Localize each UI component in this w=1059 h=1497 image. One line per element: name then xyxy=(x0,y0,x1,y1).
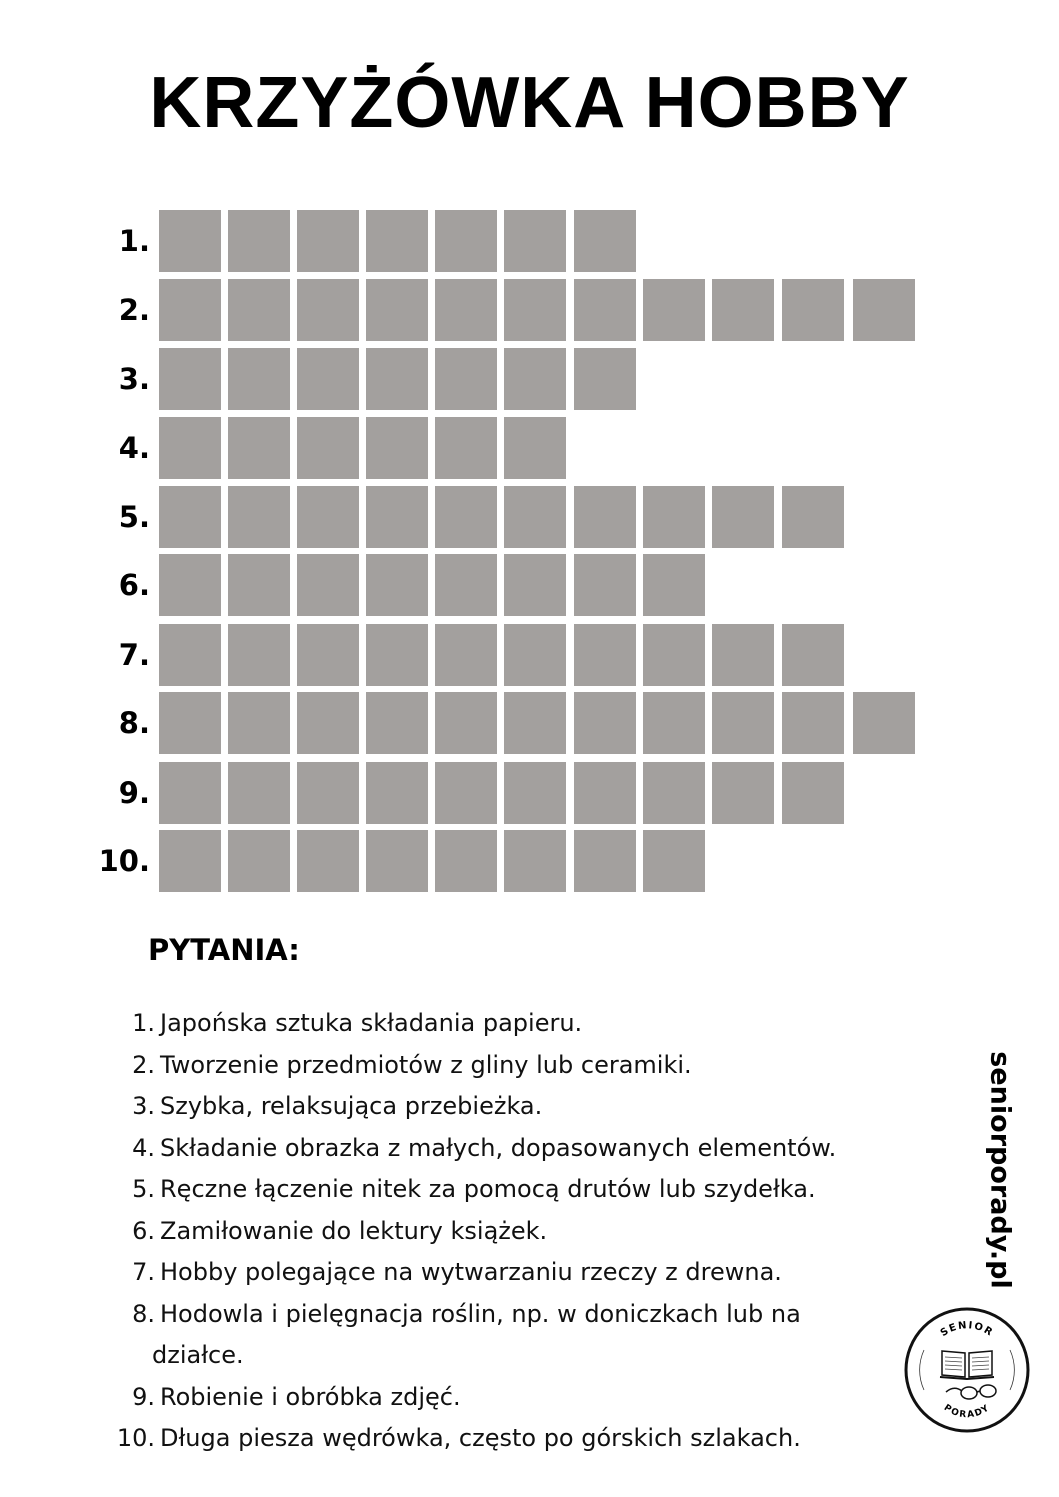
crossword-cell[interactable] xyxy=(435,279,497,341)
crossword-cell[interactable] xyxy=(297,830,359,892)
crossword-cell[interactable] xyxy=(228,279,290,341)
letter-input[interactable] xyxy=(574,486,636,548)
letter-input[interactable] xyxy=(297,692,359,754)
crossword-cell[interactable] xyxy=(712,486,774,548)
row-number: 6. xyxy=(118,568,150,602)
questions-heading: PYTANIA: xyxy=(148,933,300,967)
letter-input[interactable] xyxy=(297,210,359,272)
question-continuation: działce. xyxy=(152,1341,244,1369)
crossword-cell[interactable] xyxy=(435,486,497,548)
letter-input[interactable] xyxy=(228,486,290,548)
letter-input[interactable] xyxy=(574,554,636,616)
letter-input[interactable] xyxy=(782,486,844,548)
crossword-cell[interactable] xyxy=(504,417,566,479)
letter-input[interactable] xyxy=(712,692,774,754)
letter-input[interactable] xyxy=(366,692,428,754)
crossword-cell[interactable] xyxy=(366,486,428,548)
letter-input[interactable] xyxy=(504,830,566,892)
letter-input[interactable] xyxy=(643,830,705,892)
crossword-cell[interactable] xyxy=(574,486,636,548)
crossword-cell[interactable] xyxy=(504,692,566,754)
letter-input[interactable] xyxy=(574,692,636,754)
letter-input[interactable] xyxy=(159,486,221,548)
crossword-cell[interactable] xyxy=(297,762,359,824)
letter-input[interactable] xyxy=(159,210,221,272)
question-item xyxy=(100,1211,980,1253)
letter-input[interactable] xyxy=(297,417,359,479)
website-text: seniorporady.pl xyxy=(984,1051,1016,1289)
row-number: 3. xyxy=(118,362,150,396)
crossword-cell[interactable] xyxy=(504,486,566,548)
question-number: 4. xyxy=(132,1133,155,1162)
letter-input[interactable] xyxy=(782,762,844,824)
crossword-cell[interactable] xyxy=(643,624,705,686)
senior-porady-logo xyxy=(902,1305,1032,1435)
crossword-cell[interactable] xyxy=(366,279,428,341)
crossword-cell[interactable] xyxy=(159,624,221,686)
crossword-cell[interactable] xyxy=(782,624,844,686)
letter-input[interactable] xyxy=(853,279,915,341)
crossword-cell[interactable] xyxy=(643,830,705,892)
letter-input[interactable] xyxy=(435,624,497,686)
letter-input[interactable] xyxy=(504,279,566,341)
crossword-cell[interactable] xyxy=(643,762,705,824)
crossword-cell[interactable] xyxy=(297,279,359,341)
question-number: 3. xyxy=(132,1092,155,1120)
crossword-cell[interactable] xyxy=(574,624,636,686)
crossword-cell[interactable] xyxy=(366,624,428,686)
letter-input[interactable] xyxy=(297,762,359,824)
letter-input[interactable] xyxy=(574,624,636,686)
question-text: Hobby polegające na wytwarzaniu rzeczy z drewna. xyxy=(160,1258,782,1286)
question-number: 9. xyxy=(132,1382,155,1411)
crossword-cell[interactable] xyxy=(228,830,290,892)
letter-input[interactable] xyxy=(435,554,497,616)
letter-input[interactable] xyxy=(643,554,705,616)
crossword-cell[interactable] xyxy=(159,554,221,616)
letter-input[interactable] xyxy=(159,417,221,479)
crossword-cell[interactable] xyxy=(159,417,221,479)
letter-input[interactable] xyxy=(297,279,359,341)
letter-input[interactable] xyxy=(643,624,705,686)
crossword-cell[interactable] xyxy=(712,762,774,824)
letter-input[interactable] xyxy=(366,210,428,272)
letter-input[interactable] xyxy=(297,830,359,892)
letter-input[interactable] xyxy=(643,692,705,754)
crossword-cell[interactable] xyxy=(643,692,705,754)
letter-input[interactable] xyxy=(297,624,359,686)
letter-input[interactable] xyxy=(712,279,774,341)
question-text: Długa piesza wędrówka, często po górskich szlakach. xyxy=(160,1424,801,1452)
crossword-cell[interactable] xyxy=(574,279,636,341)
question-item xyxy=(100,1086,980,1128)
crossword-cell[interactable] xyxy=(435,692,497,754)
letter-input[interactable] xyxy=(574,830,636,892)
crossword-cell[interactable] xyxy=(366,762,428,824)
crossword-cell[interactable] xyxy=(574,554,636,616)
letter-input[interactable] xyxy=(504,554,566,616)
crossword-cell[interactable] xyxy=(297,692,359,754)
crossword-cell[interactable] xyxy=(297,554,359,616)
letter-input[interactable] xyxy=(435,417,497,479)
crossword-cell[interactable] xyxy=(643,554,705,616)
letter-input[interactable] xyxy=(435,830,497,892)
crossword-cell[interactable] xyxy=(574,762,636,824)
crossword-cell[interactable] xyxy=(435,624,497,686)
crossword-cell[interactable] xyxy=(782,279,844,341)
crossword-cell[interactable] xyxy=(504,348,566,410)
question-number: 5. xyxy=(132,1175,155,1203)
crossword-cell[interactable] xyxy=(228,210,290,272)
letter-input[interactable] xyxy=(228,348,290,410)
crossword-cell[interactable] xyxy=(435,210,497,272)
letter-input[interactable] xyxy=(504,692,566,754)
letter-input[interactable] xyxy=(159,762,221,824)
crossword-cell[interactable] xyxy=(297,210,359,272)
letter-input[interactable] xyxy=(435,210,497,272)
question-item xyxy=(100,1128,980,1170)
crossword-cell[interactable] xyxy=(228,348,290,410)
letter-input[interactable] xyxy=(228,279,290,341)
letter-input[interactable] xyxy=(228,210,290,272)
letter-input[interactable] xyxy=(366,554,428,616)
crossword-cell[interactable] xyxy=(504,830,566,892)
letter-input[interactable] xyxy=(504,348,566,410)
crossword-cell[interactable] xyxy=(504,762,566,824)
question-text: Hodowla i pielęgnacja roślin, np. w doniczkach lub na xyxy=(160,1299,801,1328)
letter-input[interactable] xyxy=(574,279,636,341)
letter-input[interactable] xyxy=(643,486,705,548)
row-number: 2. xyxy=(118,293,150,327)
letter-input[interactable] xyxy=(159,348,221,410)
question-item xyxy=(100,1003,980,1045)
letter-input[interactable] xyxy=(297,486,359,548)
crossword-cell[interactable] xyxy=(297,624,359,686)
question-text: Robienie i obróbka zdjęć. xyxy=(160,1382,461,1411)
question-item xyxy=(100,1294,980,1336)
letter-input[interactable] xyxy=(366,486,428,548)
question-number: 7. xyxy=(132,1258,155,1286)
question-text: Składanie obrazka z małych, dopasowanych elementów. xyxy=(160,1133,837,1162)
question-text: Zamiłowanie do lektury książek. xyxy=(160,1216,548,1245)
crossword-cell[interactable] xyxy=(159,486,221,548)
question-item xyxy=(100,1169,980,1211)
letter-input[interactable] xyxy=(159,554,221,616)
letter-input[interactable] xyxy=(228,624,290,686)
crossword-cell[interactable] xyxy=(159,762,221,824)
crossword-cell[interactable] xyxy=(297,348,359,410)
row-number: 9. xyxy=(118,776,150,810)
question-number: 8. xyxy=(132,1299,155,1328)
letter-input[interactable] xyxy=(228,692,290,754)
crossword-cell[interactable] xyxy=(228,417,290,479)
letter-input[interactable] xyxy=(712,762,774,824)
crossword-cell[interactable] xyxy=(435,417,497,479)
letter-input[interactable] xyxy=(366,762,428,824)
letter-input[interactable] xyxy=(504,417,566,479)
crossword-cell[interactable] xyxy=(228,554,290,616)
crossword-cell[interactable] xyxy=(159,348,221,410)
crossword-cell[interactable] xyxy=(366,692,428,754)
crossword-cell[interactable] xyxy=(435,348,497,410)
letter-input[interactable] xyxy=(435,486,497,548)
crossword-cell[interactable] xyxy=(853,692,915,754)
crossword-cell[interactable] xyxy=(159,830,221,892)
crossword-cell[interactable] xyxy=(228,762,290,824)
letter-input[interactable] xyxy=(643,762,705,824)
crossword-cell[interactable] xyxy=(366,210,428,272)
letter-input[interactable] xyxy=(435,692,497,754)
crossword-cell[interactable] xyxy=(435,554,497,616)
letter-input[interactable] xyxy=(504,210,566,272)
letter-input[interactable] xyxy=(228,417,290,479)
row-number: 10. xyxy=(98,844,150,878)
letter-input[interactable] xyxy=(435,348,497,410)
letter-input[interactable] xyxy=(782,692,844,754)
letter-input[interactable] xyxy=(574,762,636,824)
row-number: 8. xyxy=(118,706,150,740)
question-number: 1. xyxy=(132,1009,155,1037)
crossword-cell[interactable] xyxy=(366,830,428,892)
question-text: Szybka, relaksująca przebieżka. xyxy=(160,1092,543,1120)
crossword-cell[interactable] xyxy=(574,830,636,892)
crossword-cell[interactable] xyxy=(504,554,566,616)
crossword-cell[interactable] xyxy=(712,624,774,686)
crossword-cell[interactable] xyxy=(366,348,428,410)
crossword-cell[interactable] xyxy=(574,348,636,410)
crossword-cell[interactable] xyxy=(504,624,566,686)
question-number: 10. xyxy=(116,1424,155,1452)
letter-input[interactable] xyxy=(159,624,221,686)
row-number: 1. xyxy=(118,224,150,258)
letter-input[interactable] xyxy=(366,417,428,479)
crossword-cell[interactable] xyxy=(712,692,774,754)
letter-input[interactable] xyxy=(853,692,915,754)
row-number: 5. xyxy=(118,500,150,534)
letter-input[interactable] xyxy=(159,692,221,754)
crossword-cell[interactable] xyxy=(228,692,290,754)
svg-text:PORADY: PORADY xyxy=(941,1402,993,1421)
crossword-cell[interactable] xyxy=(159,279,221,341)
page-title: KRZYŻÓWKA HOBBY xyxy=(149,63,910,143)
letter-input[interactable] xyxy=(159,830,221,892)
letter-input[interactable] xyxy=(643,279,705,341)
crossword-cell[interactable] xyxy=(159,210,221,272)
letter-input[interactable] xyxy=(504,624,566,686)
letter-input[interactable] xyxy=(366,830,428,892)
svg-text:SENIOR: SENIOR xyxy=(938,1320,996,1340)
letter-input[interactable] xyxy=(297,554,359,616)
crossword-cell[interactable] xyxy=(366,554,428,616)
crossword-cell[interactable] xyxy=(782,692,844,754)
question-item xyxy=(100,1252,980,1294)
letter-input[interactable] xyxy=(504,762,566,824)
letter-input[interactable] xyxy=(366,279,428,341)
letter-input[interactable] xyxy=(366,348,428,410)
crossword-cell[interactable] xyxy=(504,279,566,341)
letter-input[interactable] xyxy=(712,486,774,548)
question-text: Tworzenie przedmiotów z gliny lub ceramiki. xyxy=(160,1050,692,1079)
crossword-cell[interactable] xyxy=(782,486,844,548)
letter-input[interactable] xyxy=(159,279,221,341)
row-number: 7. xyxy=(118,638,150,672)
letter-input[interactable] xyxy=(574,210,636,272)
crossword-cell[interactable] xyxy=(297,486,359,548)
letter-input[interactable] xyxy=(782,624,844,686)
crossword-cell[interactable] xyxy=(366,417,428,479)
crossword-cell[interactable] xyxy=(159,692,221,754)
question-text: Ręczne łączenie nitek za pomocą drutów lub szydełka. xyxy=(160,1175,816,1203)
question-number: 2. xyxy=(132,1050,155,1079)
letter-input[interactable] xyxy=(712,624,774,686)
crossword-cell[interactable] xyxy=(228,624,290,686)
letter-input[interactable] xyxy=(435,762,497,824)
letter-input[interactable] xyxy=(782,279,844,341)
crossword-cell[interactable] xyxy=(504,210,566,272)
website-label xyxy=(975,1050,1025,1290)
crossword-cell[interactable] xyxy=(435,830,497,892)
crossword-cell[interactable] xyxy=(574,692,636,754)
question-item xyxy=(100,1377,980,1419)
crossword-cell[interactable] xyxy=(853,279,915,341)
letter-input[interactable] xyxy=(574,348,636,410)
question-number: 6. xyxy=(132,1216,155,1245)
letter-input[interactable] xyxy=(504,486,566,548)
letter-input[interactable] xyxy=(366,624,428,686)
letter-input[interactable] xyxy=(228,554,290,616)
letter-input[interactable] xyxy=(435,279,497,341)
crossword-cell[interactable] xyxy=(297,417,359,479)
crossword-cell[interactable] xyxy=(782,762,844,824)
crossword-cell[interactable] xyxy=(712,279,774,341)
question-item xyxy=(100,1418,980,1460)
crossword-cell[interactable] xyxy=(643,486,705,548)
crossword-cell[interactable] xyxy=(643,279,705,341)
letter-input[interactable] xyxy=(228,762,290,824)
crossword-cell[interactable] xyxy=(435,762,497,824)
crossword-cell[interactable] xyxy=(574,210,636,272)
question-text: Japońska sztuka składania papieru. xyxy=(160,1009,583,1037)
questions-list xyxy=(100,1003,980,1460)
logo-badge-icon xyxy=(902,1305,1032,1435)
question-item xyxy=(100,1045,980,1087)
crossword-cell[interactable] xyxy=(228,486,290,548)
row-number: 4. xyxy=(118,431,150,465)
letter-input[interactable] xyxy=(297,348,359,410)
letter-input[interactable] xyxy=(228,830,290,892)
